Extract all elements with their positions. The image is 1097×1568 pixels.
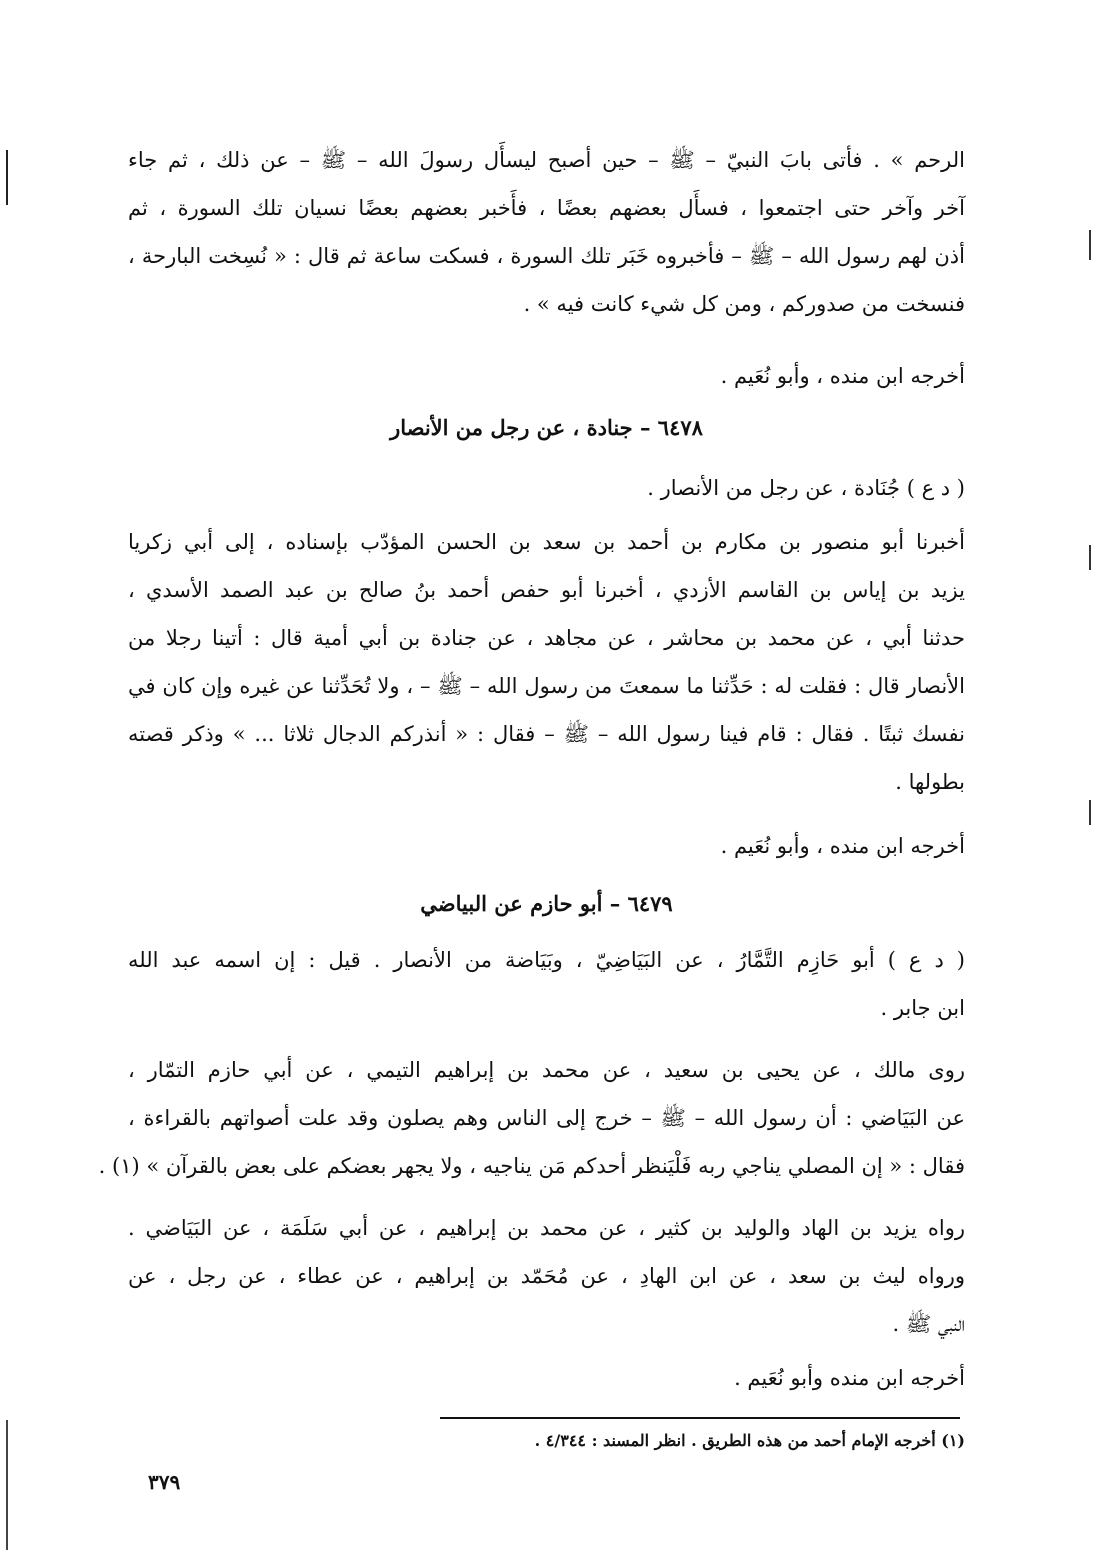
text-line: رواه يزيد بن الهاد والوليد بن كثير ، عن محمد بن إبراهيم ، عن أبي سَلَمَة ، عن البَيَاضي . bbox=[128, 1216, 965, 1240]
text-line: أذن لهم رسول الله – ﷺ – فأخبروه خَبَر تلك السورة ، فسكت ساعة ثم قال : « نُسِخت البارحة ، bbox=[128, 244, 965, 268]
text-line: يزيد بن إياس بن القاسم الأزدي ، أخبرنا أبو حفص أحمد بنُ صالح بن عبد الصمد الأسدي ، bbox=[128, 578, 965, 602]
text-line: ورواه ليث بن سعد ، عن ابن الهادِ ، عن مُحَمّد بن إبراهيم ، عن عطاء ، عن رجل ، عن bbox=[128, 1264, 965, 1288]
text-line: أخبرنا أبو منصور بن مكارم بن أحمد بن سعد بن الحسن المؤدّب بإسناده ، إلى أبي زكريا bbox=[128, 530, 965, 554]
entry-paragraph bbox=[128, 1204, 965, 1348]
text-line: فقال : « إن المصلي يناجي ربه فَلْيَنظر أحدكم مَن يناجيه ، ولا يجهر بعضكم على بعض بالقرآن » (١) . bbox=[98, 1154, 965, 1178]
intro-line: ابن جابر . bbox=[880, 996, 965, 1020]
source-note bbox=[128, 1354, 965, 1402]
entry-intro bbox=[128, 464, 965, 512]
entry-intro bbox=[128, 936, 965, 1032]
text-line: روى مالك ، عن يحيى بن سعيد ، عن محمد بن إبراهيم التيمي ، عن أبي حازم التمّار ، bbox=[128, 1058, 965, 1082]
scan-edge-mark bbox=[6, 150, 8, 205]
source-line: أخرجه ابن منده وأبو نُعَيم . bbox=[734, 1366, 965, 1390]
source-note bbox=[128, 822, 965, 870]
text-line: بطولها . bbox=[895, 770, 965, 794]
scan-edge-mark bbox=[1089, 230, 1091, 260]
continuation-paragraph bbox=[128, 136, 965, 328]
footnote-divider bbox=[440, 1417, 960, 1419]
source-line: أخرجه ابن منده ، وأبو نُعَيم . bbox=[720, 834, 965, 858]
intro-line: ( د ع ) أبو حَازِم التَّمَّارُ ، عن البَيَاضِيّ ، وبَيَاضة من الأنصار . قيل : إن اسمه عبد الله bbox=[128, 948, 965, 972]
entry-heading: ٦٤٧٩ – أبو حازم عن البياضي bbox=[420, 891, 673, 916]
source-line: أخرجه ابن منده ، وأبو نُعَيم . bbox=[720, 364, 965, 388]
intro-line: ( د ع ) جُنَادة ، عن رجل من الأنصار . bbox=[647, 476, 965, 500]
text-line: عن البَيَاضي : أن رسول الله – ﷺ – خرج إلى الناس وهم يصلون وقد علت أصواتهم بالقراءة ، bbox=[128, 1106, 965, 1130]
text-line: حدثنا أبي ، عن محمد بن محاشر ، عن مجاهد ، عن جنادة بن أبي أمية قال : أتينا رجلا من bbox=[128, 626, 965, 650]
text-line: فنسخت من صدوركم ، ومن كل شيء كانت فيه » . bbox=[523, 292, 965, 316]
footnote: (١) أخرجه الإمام أحمد من هذه الطريق . انظر المسند : ٤/٣٤٤ . bbox=[534, 1431, 965, 1450]
entry-paragraph bbox=[128, 518, 965, 806]
text-line: الرحم » . فأتى بابَ النبيّ – ﷺ – حين أصبح ليسأَل رسولَ الله – ﷺ – عن ذلك ، ثم جاء bbox=[128, 148, 965, 172]
text-line: آخر وآخر حتى اجتمعوا ، فسأَل بعضهم بعضًا ، فأَخبر بعضهم بعضًا نسيان تلك السورة ، ثم bbox=[128, 196, 965, 220]
text-line: الأنصار قال : فقلت له : حَدِّثنا ما سمعتَ من رسول الله – ﷺ – ، ولا تُحَدِّثنا عن غيره وإن كان في bbox=[128, 674, 965, 698]
text-line: النبي ﷺ . bbox=[892, 1312, 965, 1336]
entry-paragraph bbox=[98, 1046, 965, 1190]
source-note bbox=[128, 352, 965, 400]
scan-edge-mark bbox=[6, 1420, 8, 1550]
text-line: نفسك ثبتًا . فقال : قام فينا رسول الله – ﷺ – فقال : « أنذركم الدجال ثلاثا ... » وذكر قصته bbox=[128, 722, 965, 746]
page-number: ٣٧٩ bbox=[148, 1470, 181, 1494]
scan-edge-mark bbox=[1089, 545, 1091, 570]
entry-heading: ٦٤٧٨ – جنادة ، عن رجل من الأنصار bbox=[390, 415, 703, 440]
scan-edge-mark bbox=[1089, 800, 1091, 825]
